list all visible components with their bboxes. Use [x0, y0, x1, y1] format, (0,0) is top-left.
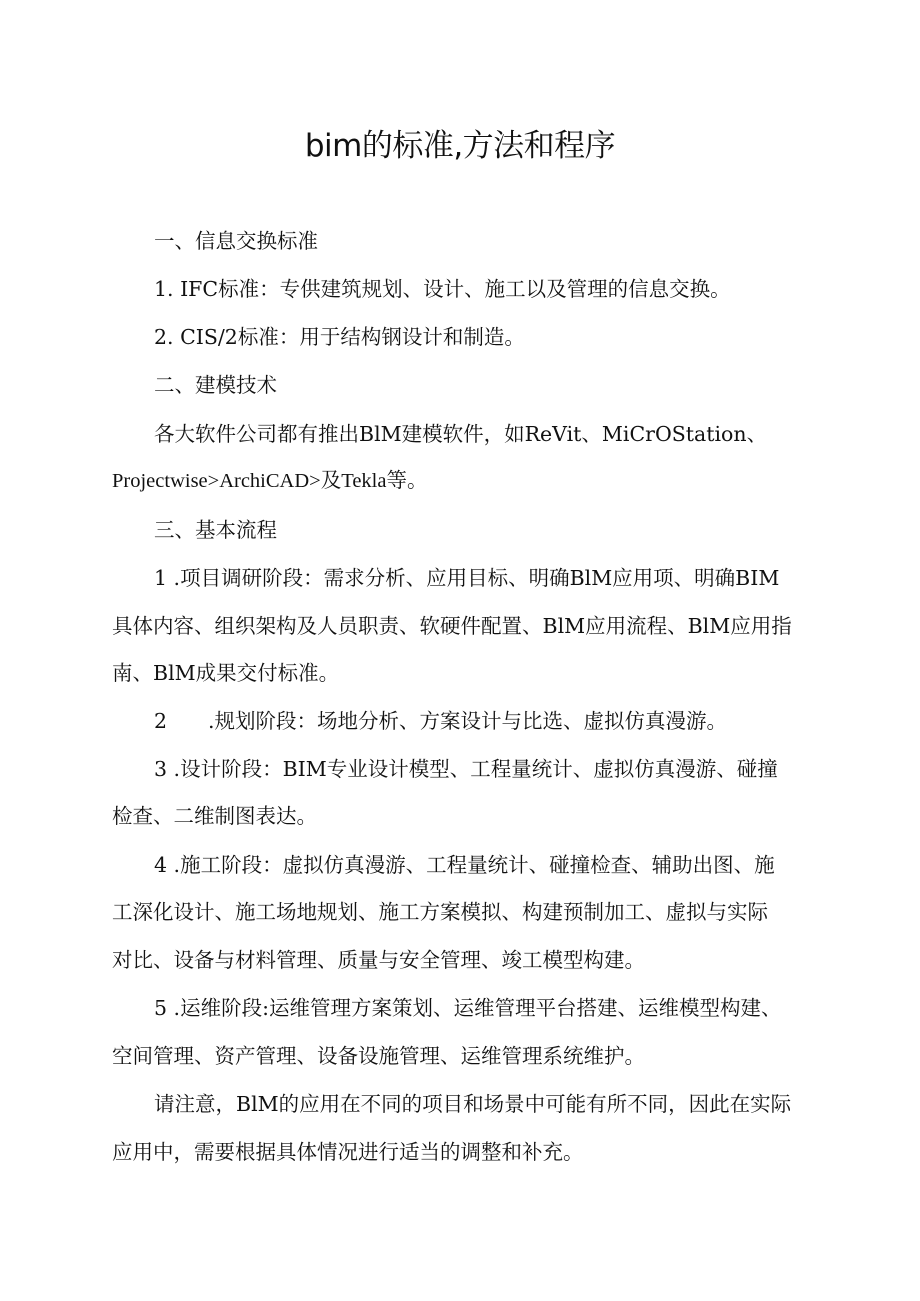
process-step-construction-line-1: 4 .施工阶段：虚拟仿真漫游、工程量统计、碰撞检查、辅助出图、施 [154, 853, 775, 877]
process-step-research-line-1: 1 .项目调研阶段：需求分析、应用目标、明确BlM应用项、明确BIM [154, 566, 780, 590]
closing-note-line-1: 请注意，BlM的应用在不同的项目和场景中可能有所不同，因此在实际 [154, 1092, 792, 1116]
process-step-design-line-2: 检查、二维制图表达。 [112, 804, 317, 828]
paragraph-modeling-software-line-1: 各大软件公司都有推出BlM建模软件，如ReVit、MiCrOStation、 [154, 422, 768, 446]
process-step-research-line-2: 具体内容、组织架构及人员职责、软硬件配置、BlM应用流程、BlM应用指 [112, 614, 792, 638]
paragraph-modeling-software-line-2: Projectwise>ArchiCAD>及Tekla等。 [112, 470, 428, 492]
process-step-operation-line-1: 5 .运维阶段:运维管理方案策划、运维管理平台搭建、运维模型构建、 [154, 996, 782, 1020]
process-step-research-line-3: 南、BlM成果交付标准。 [112, 661, 340, 685]
list-item-ifc-standard: 1. IFC标准：专供建筑规划、设计、施工以及管理的信息交换。 [154, 277, 731, 301]
closing-note-line-2: 应用中，需要根据具体情况进行适当的调整和补充。 [112, 1140, 584, 1164]
document-title: bim的标准,方法和程序 [304, 128, 616, 164]
list-item-cis2-standard: 2. CIS/2标准：用于结构钢设计和制造。 [154, 325, 525, 349]
heading-modeling-technology: 二、建模技术 [154, 373, 277, 397]
process-step-operation-line-2: 空间管理、资产管理、设备设施管理、运维管理系统维护。 [112, 1044, 645, 1068]
process-step-planning: 2 .规划阶段：场地分析、方案设计与比选、虚拟仿真漫游。 [154, 709, 728, 733]
process-step-construction-line-2: 工深化设计、施工场地规划、施工方案模拟、构建预制加工、虚拟与实际 [112, 900, 768, 924]
heading-basic-process: 三、基本流程 [154, 518, 277, 542]
heading-info-exchange-standards: 一、信息交换标准 [154, 229, 318, 253]
process-step-construction-line-3: 对比、设备与材料管理、质量与安全管理、竣工模型构建。 [112, 948, 645, 972]
process-step-design-line-1: 3 .设计阶段：BIM专业设计模型、工程量统计、虚拟仿真漫游、碰撞 [154, 757, 778, 781]
